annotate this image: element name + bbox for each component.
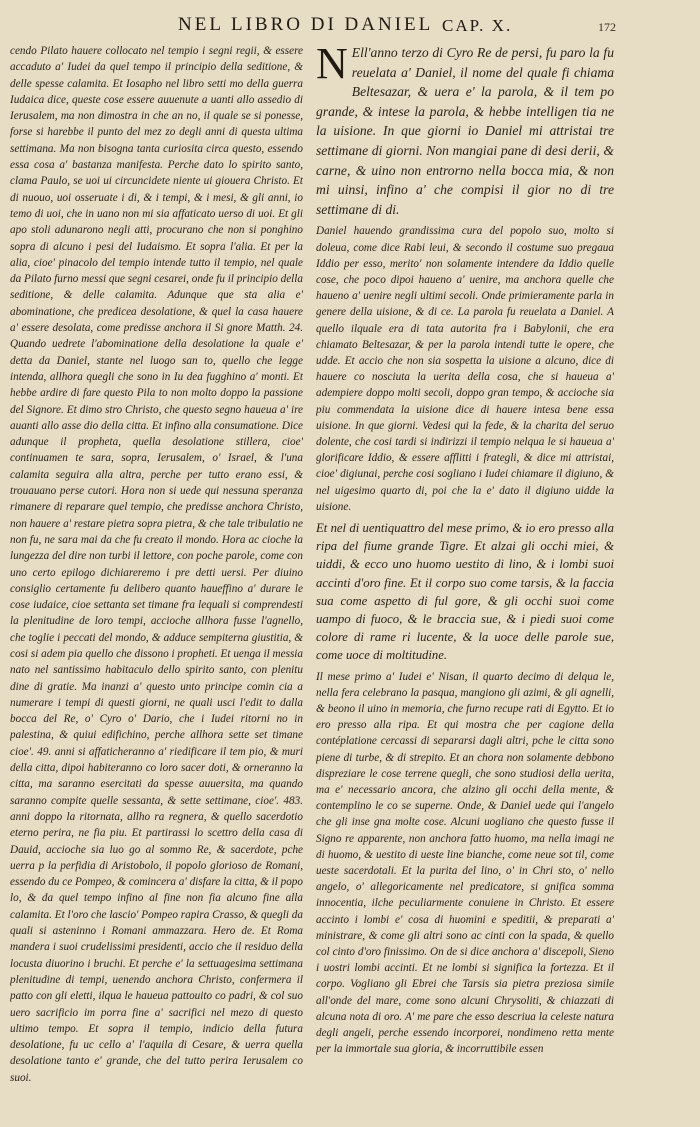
running-header: [0, 12, 700, 42]
verse-block-1: [316, 43, 614, 219]
right-column: [316, 43, 614, 1103]
drop-cap-initial: N: [316, 43, 348, 88]
folio-number: 172: [598, 20, 616, 34]
running-title: NEL LIBRO DI DANIEL: [178, 14, 434, 35]
left-column: [10, 43, 303, 1103]
left-commentary-text: cendo Pilato hauere collocato nel tempio i segni regii, & essere accaduto a' Iudei da quel tempo il principio della seditione, & delle spesse calamita. Et Iosapho nel libro setti mo della guerra Iudaica dice, queste cose essere auuenute a uanti allo assedio di Ierusalem, ma non dimostra in che an no, il quale se si ponesse, forse si harebbe il punto del mez zo degli anni di questa ultima settimana. Ma non bisogna tanta curiosita circa questo, essendo essa cosa a' bastanza manifesta. Perche dato lo spirito santo, clama Paulo, se uoi ui circuncidete niente ui giouera Christo. Et di nuouo, uoi osseruate i di, & i tempi, & i mesi, & gli anni, io temo di uoi, che in uano non mi sia affaticato uerso di uoi. Et gli apo stoli adunarono negli atti, procurano che non si ponghino sopra di alcuno i pesi del Iudaismo. Et sopra l'alia. Et per la alia, cioe' pinacolo del tempio intende tutto il tempio, nel quale da Pilato furno messi que segni cesarei, onde fu il principio della seditione, & delle calamita. Adunque que sta alia e' abominatione, che predicea desolatione, & quel la casa hauere a' essere desolata, come predisse anchora il Si gnore Matth. 24. Quando uedrete l'abominatione della desolatione la quale e' detta da Daniel, stante nel luogo san to, quello che legge intenda, allhora quegli che sono in Iu dea fugghino a' monti. Et hebbe ardire di fare questo Pila to non molto doppo la passione del Signore. Et dimo stro Christo, che questo segno haueua a' ire auanti allo asse dio della citta. Et infino alla consumatione. Dice adunque il propheta, quella desolatione stillera, cioe' continuamen te sara, sopra, Ierusalem, o' Israel, & l'una calamita seguira alla altra, perche per tutto erano essi, & trouauano perse cutori. Hora non si uede qui nessuna speranza rimanere di reparare quel tempio, che predisse anchora Christo, non hauere a' restare pietra sopra pietra, & che tale tribulatio ne non fu, ne sara mai da che fu creato il mondo. Hora ac cioche la lungezza del dire non turbi il lettore, con poche parole, come con uno certo epilogo dichiareremo i pre detti uersi. Per diuino consiglio certamente fu delibero quanto haueffino a' durare le cose iudaice, cioe settanta set timane fra lequali si comprendesti la plenitudine de loro tempi, accioche allhora fusse l'agnello, che toglie i peccati del mondo, & adduce sempiterna giustitia, & cosi si adem pia quello che dissono i propheti. Et uenga il messia nato nel santissimo habitaculo dello spirito santo, con plenitu dine di gratie. Ma inanzi a' questo unto principe comin cia a numerare i tempi di questi giorni, ne quali usci l'edit to dalla bocca del Re, o' Cyro o' Dario, che i Iudei ritorni no in palestina, & quiui edifichino, perche allhora sette set timane cioe'. 49. anni si affaticheranno a' riedificare il tem pio, & muri della citta, dipoi habiteranno co loro sacer doti, & orneranno la citta, ma saranno esercitati da spesse auuersita, ma quando saranno compite quelle sessanta, & sette settimane, cioe'. 483. anni doppo la ritornata, allho ra regnera, & quello sacerdotio eterno perira, ne fia piu. Et partirassi lo scettro della casa di Dauid, accioche sia luo go al sommo Re, & sacerdote, pche uerra p la perfidia di Aristobolo, il popolo glorioso de Romani, essendo du ce Pompeo, & comincera a' disfare la citta, & il popo lo, & da quel tempo infino al fine non fia alcuno fine alla calamita. Et l'oro che lascio' Pompeo rapira Crasso, & quegli da quali si asteninno i Romani ammazzara. Hero de. Et Roma mandera i suoi crudelissimi presidenti, accio che il residuo della locusta diuorino i bruchi. Et perche e' la settuagesima settimana plenitudine di tempi, uenendo anchora Christo, confermera il patto con gli eletti, ilqua le haueua pattouito co padri, & col suo uero sacrificio im porra fine a' sacrifici nel mezo di questo ultimo tempo. Et sopra il tempio, indicio della futura desolatione, fu uc cello a' l'aquila di Cesare, & uerra quella desolatione tanto e' grande, che del tutto perira Ierusalem co suoi.: [10, 45, 303, 1084]
commentary-block-2: Il mese primo a' Iudei e' Nisan, il quarto decimo di delqua le, nella fera celebrano la pasqua, mangiono gli azimi, & gli agnelli, & beono il uino in memoria, che furno recupe rati di Egytto. Et io ero presso alla ripa. Et qui mostra che per cagione della contéplatione cercassi di separarsi dagli altri, pche le citta sono piene di turbe, & di strepito. Et an chora non solamente debbono dispreziare le cose terrene quegli, che sono studiosi della uerita, ma e' necessario ancora, che alzino gli occhi della mente, & contemplino le co se superne. Onde, & Daniel uede qui l'angelo che gli inse gna molte cose. Alcuni uogliano che questo fusse il Signo re apparente, non anchora fatto huomo, ma nella imagi ne di huomo, & uestito di ueste line bianche, come neue sot til, come ueste sacerdotali. Et la purita del lino, o' in Chri sto, o' nello angelo, o' allegoricamente nel predicatore, si gnifica somma innocentia, ilche peculiarmente conuiene in Christo. Et essere accinto i lombi e' cosa di huomini e speditii, & preparati a' ministrare, & come gli altri sono ac cinti con la spada, & quello col cinto d'oro finissimo. On de si dice anchora a' discepoli, Sieno i uostri lombi accinti. Et ne lombi si significa la fortezza. Et il corpo. Vogliano gli Ebrei che Tarsis sia pietra preziosa simile all'onde del mare, come sono alcuni Chrysoliti, & chiazzati di alcuna nota di oro. A' me pare che esso descriua la celeste natura degli angeli, perche essendo incorporei, nondimeno retta mente per la immortale sua gloria, & incorruttibile essen: [316, 670, 614, 1056]
verse-text-1: Ell'anno terzo di Cyro Re de persi, fu paro la fu reuelata a' Daniel, il nome del quale fi chiama Beltesazar, & uera e' la parola, & il tem po grande, & intese la parola, & hebbe intelligen tia ne la uisione. In que giorni io Daniel mi attristai tre settimane di giorni. Non mangiai pane di desi derii, & carne, & uino non entrorno nella bocca mia, & non mi uinsi, infino a' che compisi il gior no di tre settimane di di.: [316, 45, 614, 217]
verse-block-2: Et nel di uentiquattro del mese primo, & io ero presso alla ripa del fiume grande Tigre. Et alzai gli occhi miei, & uiddi, & ecco uno huomo uestito di lino, & i lombi suoi accinti d'oro fine. Et il corpo suo come tarsis, & la faccia sua come aspetto di ful gore, & gli occhi suoi come uampo di fuoco, & le braccia sue, & i piedi suoi come colore di rame ri lucente, & la uoce delle parole sue, come uoce di moltitudine.: [316, 521, 614, 663]
chapter-label: CAP. X.: [442, 16, 513, 35]
commentary-block-1: Daniel hauendo grandissima cura del popolo suo, molto si doleua, come dice Rabi leui, & secondo il costume suo pregaua Iddio per esso, merito' non solamente intendere da Iddio quelle cose, che poco dipoi haueno a' uenire, ma anchora quelle che haueno a' uenire negli ultimi secoli. Onde primieramente parla in genere della uisione, & di ce. La parola fu reuelata a Daniel. A quello ilquale era di tata autorita fra i Babylonii, che era chiamato Beltesazar, & per la parola intendi tutte le opere, che udde. Et accio che non sia sospetta la uisione a alcuno, dice di hauere co nosciuta la uerita della cosa, che si haueua a' adempiere doppo molti secoli, doppo gran tempo, & accioche sia piu commendata la uisione dice di hauere intesa bene essa uisione. In que giorni. Vedesi qui la fede, & la charita del seruo dolente, che cosi tardi si indirizzi il tempio nelqua le si haueua a' glorificare Iddio, & essere afflitti i frategli, & dice mi attristai, cioe' digiunai, perche cosi sogliano i Iudei chiamare il digiuno, & nel uigesimo quarto di, poi che la e' dato il digiuno uidde la uisione.: [316, 225, 614, 513]
